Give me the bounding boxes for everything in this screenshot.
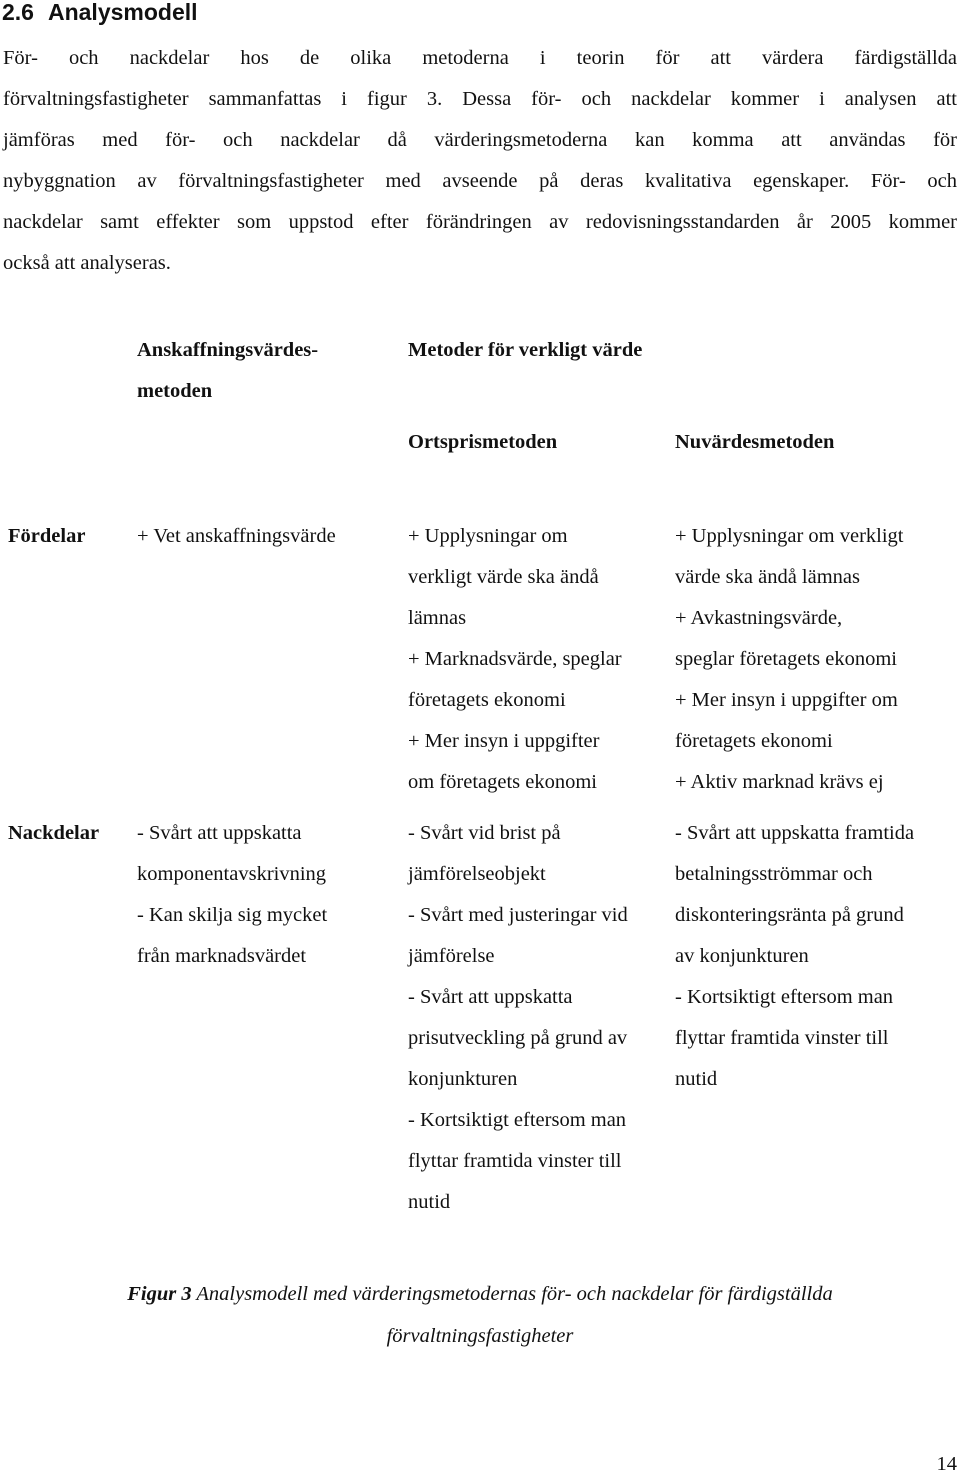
intro-line: För- och nackdelar hos de olika metoderna i teorin för att värdera färdigställda (3, 47, 957, 69)
disadvantages-present-value-cell: - Svårt att uppskatta framtida betalningsströmmar och diskonteringsränta på grund av konjunkturen - Kortsiktigt eftersom man flyttar framtida vinster till nutid (675, 822, 915, 1090)
disadvantages-location-price-cell: - Svårt vid brist på jämförelseobjekt - Svårt med justeringar vid jämförelse - Svårt att uppskatta prisutveckling på grund av konjunkturen - Kortsiktigt eftersom man flyttar framtida vinster till nutid (408, 822, 628, 1213)
intro-line: nybyggnation av förvaltningsfastigheter med avseende på deras kvalitativa egenskaper. För- och (3, 170, 957, 192)
intro-paragraph (3, 38, 957, 284)
header-acquisition-method: Anskaffningsvärdes- metoden (137, 339, 319, 402)
section-heading (2, 0, 198, 27)
figure-label: Figur 3 (127, 1283, 192, 1305)
intro-line: också att analyseras. (3, 252, 171, 274)
advantages-present-value-cell: + Upplysningar om verkligt värde ska ändå lämnas + Avkastningsvärde, speglar företagets ekonomi + Mer insyn i uppgifter om företagets ekonomi + Aktiv marknad krävs ej (675, 525, 904, 793)
figure-caption (0, 1273, 960, 1357)
row-label-advantages: Fördelar (8, 525, 86, 547)
header-location-price-method: Ortsprismetoden (408, 431, 558, 453)
header-present-value-method: Nuvärdesmetoden (675, 431, 835, 453)
page-number: 14 (936, 1453, 957, 1475)
caption-text-line2: förvaltningsfastigheter (386, 1325, 574, 1347)
caption-text-line1: Analysmodell med värderingsmetodernas för- och nackdelar för färdigställda (191, 1283, 833, 1305)
intro-line: nackdelar samt effekter som uppstod efter förändringen av redovisningsstandarden år 2005 kommer (3, 211, 957, 233)
disadvantages-acquisition-cell: - Svårt att uppskatta komponentavskrivning - Kan skilja sig mycket från marknadsvärdet (137, 822, 328, 967)
section-title: Analysmodell (47, 0, 198, 25)
intro-line: jämföras med för- och nackdelar då värderingsmetoderna kan komma att användas för (3, 129, 957, 151)
advantages-acquisition-cell: + Vet anskaffningsvärde (137, 525, 336, 547)
intro-line: förvaltningsfastigheter sammanfattas i figur 3. Dessa för- och nackdelar kommer i analysen att (3, 88, 957, 110)
header-fair-value-methods: Metoder för verkligt värde (408, 339, 643, 361)
section-number: 2.6 (2, 0, 34, 25)
advantages-location-price-cell: + Upplysningar om verkligt värde ska ändå lämnas + Marknadsvärde, speglar företagets ekonomi + Mer insyn i uppgifter om företagets ekonomi (408, 525, 622, 793)
row-label-disadvantages: Nackdelar (8, 822, 100, 844)
